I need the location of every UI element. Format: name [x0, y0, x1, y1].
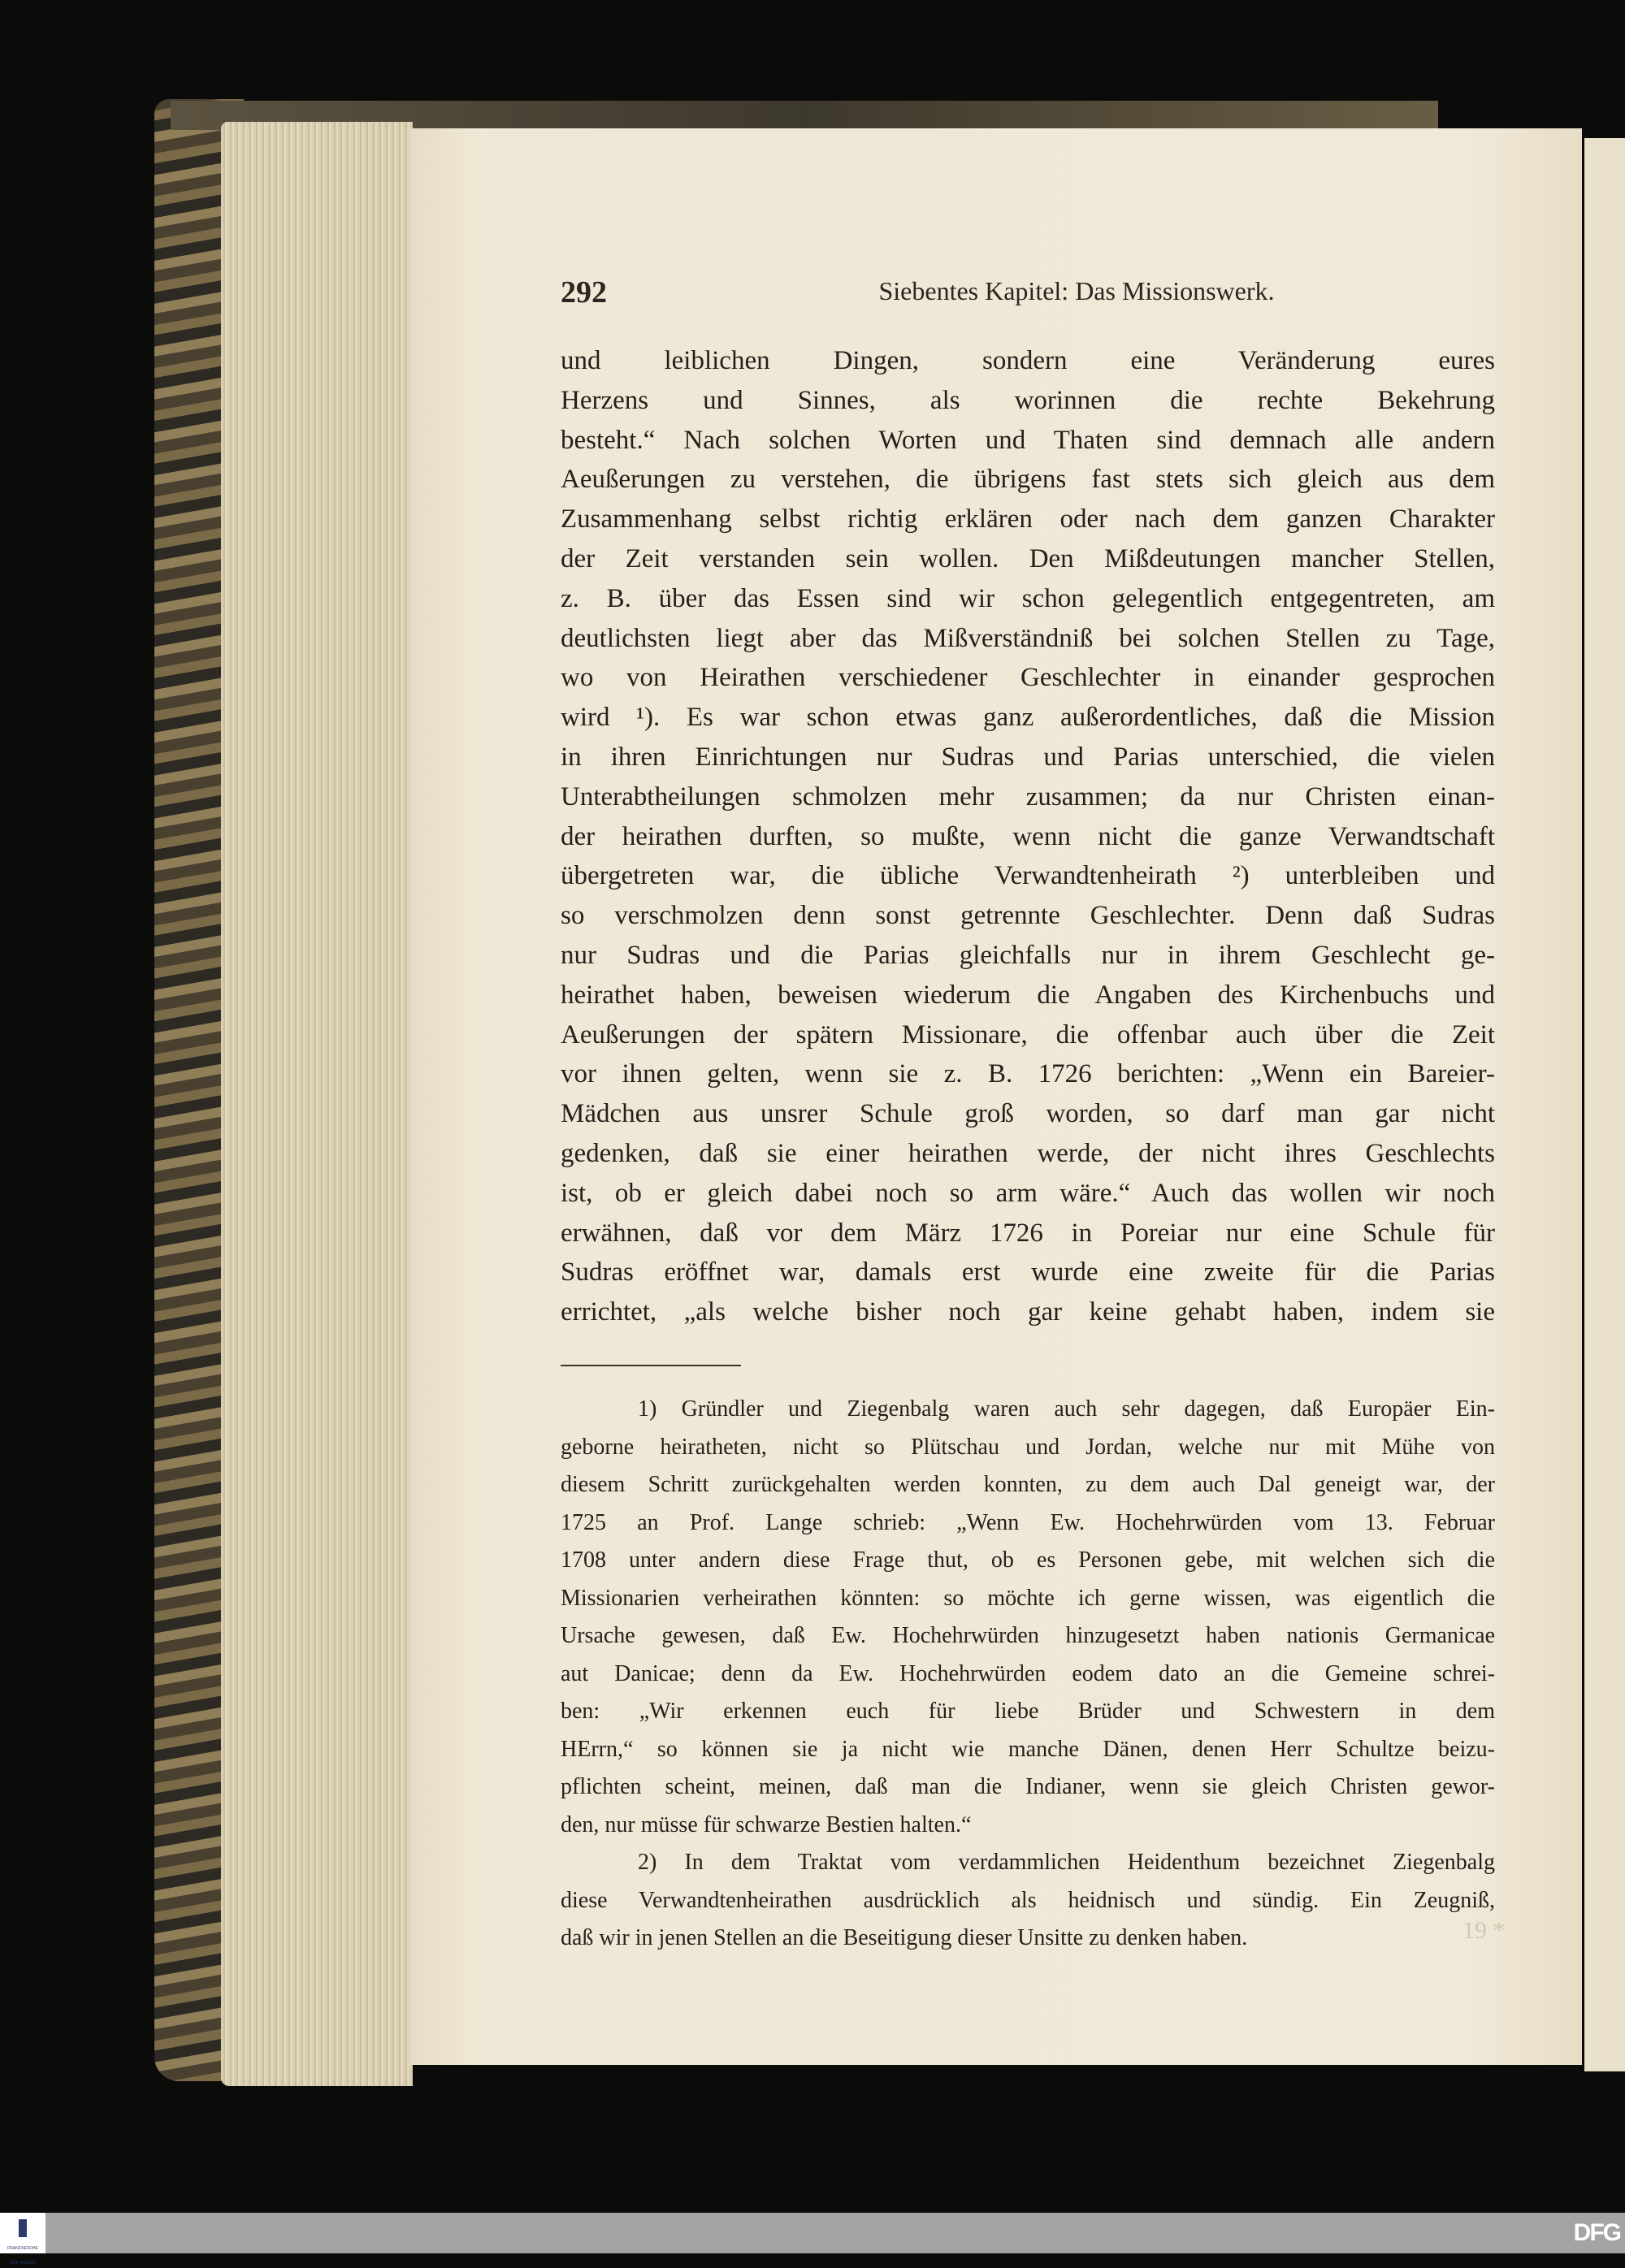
body-line: errichtet, „als welche bisher noch gar keine gehabt haben, indem sie: [561, 1297, 1495, 1327]
body-line: der heirathen durften, so mußte, wenn nicht die ganze Verwandtschaft: [561, 821, 1495, 851]
footnote-line: Ursache gewesen, daß Ew. Hochehrwürden hinzugesetzt haben nationis Germanicae: [561, 1623, 1495, 1648]
footnote-line: 1708 unter andern diese Frage thut, ob es Personen gebe, mit welchen sich die: [561, 1547, 1495, 1573]
signature-mark: 19 *: [1462, 1917, 1506, 1944]
body-line: z. B. über das Essen sind wir schon gelegentlich entgegentreten, am: [561, 583, 1495, 613]
footnote-line: pflichten scheint, meinen, daß man die Indianer, wenn sie gleich Christen gewor-: [561, 1774, 1495, 1799]
footnote-line: diesem Schritt zurückgehalten werden konnten, zu dem auch Dal geneigt war, der: [561, 1472, 1495, 1497]
body-line: Mädchen aus unsrer Schule groß worden, so darf man gar nicht: [561, 1099, 1495, 1129]
body-line: erwähnen, daß vor dem März 1726 in Poreiar nur eine Schule für: [561, 1218, 1495, 1248]
body-line: besteht.“ Nach solchen Worten und Thaten sind demnach alle andern: [561, 425, 1495, 455]
body-text: [561, 341, 1495, 1332]
body-line: vor ihnen gelten, wenn sie z. B. 1726 berichten: „Wenn ein Bareier-: [561, 1059, 1495, 1089]
franckesche-stiftungen-logo[interactable]: [0, 2213, 46, 2266]
tower-icon: [19, 2219, 27, 2237]
body-line: und leiblichen Dingen, sondern eine Veränderung eures: [561, 346, 1495, 375]
footnote-line: geborne heiratheten, nicht so Plütschau und Jordan, welche nur mit Mühe von: [561, 1434, 1495, 1460]
footnote-line: 2) In dem Traktat vom verdammlichen Heidenthum bezeichnet Ziegenbalg: [638, 1850, 1495, 1875]
body-line: Herzens und Sinnes, als worinnen die rechte Bekehrung: [561, 385, 1495, 415]
logo-text: FRANCKESCHE STIFTUNGEN: [7, 2246, 38, 2266]
body-line: Zusammenhang selbst richtig erklären oder nach dem ganzen Charakter: [561, 504, 1495, 535]
footnote-line: den, nur müsse für schwarze Bestien halten.“: [561, 1811, 972, 1837]
footnote-line: 1725 an Prof. Lange schrieb: „Wenn Ew. Hochehrwürden vom 13. Februar: [561, 1509, 1495, 1535]
footnote-line: ben: „Wir erkennen euch für liebe Brüder und Schwestern in dem: [561, 1699, 1495, 1724]
dfg-logo[interactable]: DFG: [1573, 2219, 1620, 2246]
page-number: 292: [561, 275, 607, 309]
page-header: [561, 275, 1495, 315]
body-line: gedenken, daß sie einer heirathen werde, der nicht ihres Geschlechts: [561, 1138, 1495, 1168]
footnote-line: daß wir in jenen Stellen an die Beseitigung dieser Unsitte zu denken haben.: [561, 1925, 1248, 1950]
footnote-line: Missionarien verheirathen könnten: so möchte ich gerne wissen, was eigentlich die: [561, 1585, 1495, 1611]
body-line: wo von Heirathen verschiedener Geschlechter in einander gesprochen: [561, 663, 1495, 693]
body-line: ist, ob er gleich dabei noch so arm wäre.“ Auch das wollen wir noch: [561, 1178, 1495, 1208]
footnote-line: 1) Gründler und Ziegenbalg waren auch sehr dagegen, daß Europäer Ein-: [638, 1396, 1495, 1422]
body-line: deutlichsten liegt aber das Mißverständniß bei solchen Stellen zu Tage,: [561, 623, 1495, 653]
footnote-rule: [561, 1365, 741, 1366]
footnote-line: aut Danicae; denn da Ew. Hochehrwürden eodem dato an die Gemeine schrei-: [561, 1660, 1495, 1686]
body-line: nur Sudras und die Parias gleichfalls nur in ihrem Geschlecht ge-: [561, 940, 1495, 970]
body-line: so verschmolzen denn sonst getrennte Geschlechter. Denn daß Sudras: [561, 901, 1495, 931]
body-line: Aeußerungen der spätern Missionare, die offenbar auch über die Zeit: [561, 1019, 1495, 1050]
footnotes: [561, 1391, 1495, 1958]
body-line: in ihren Einrichtungen nur Sudras und Parias unterschied, die vielen: [561, 742, 1495, 772]
body-line: heirathet haben, beweisen wiederum die Angaben des Kirchenbuchs und: [561, 980, 1495, 1010]
footnote-line: HErrn,“ so können sie ja nicht wie manche Dänen, denen Herr Schultze beizu-: [561, 1736, 1495, 1762]
running-title: Siebentes Kapitel: Das Missionswerk.: [878, 276, 1275, 305]
body-line: Unterabtheilungen schmolzen mehr zusammen; da nur Christen einan-: [561, 781, 1495, 812]
facing-page: [1584, 138, 1625, 2071]
footnote-line: diese Verwandtenheirathen ausdrücklich als heidnisch und sündig. Ein Zeugniß,: [561, 1887, 1495, 1913]
body-line: Aeußerungen zu verstehen, die übrigens fast stets sich gleich aus dem: [561, 465, 1495, 495]
body-line: wird ¹). Es war schon etwas ganz außerordentliches, daß die Mission: [561, 703, 1495, 733]
viewer-footer-bar: [0, 2213, 1625, 2253]
page-edges: [221, 122, 413, 2086]
body-line: übergetreten war, die übliche Verwandtenheirath ²) unterbleiben und: [561, 861, 1495, 891]
body-line: Sudras eröffnet war, damals erst wurde eine zweite für die Parias: [561, 1257, 1495, 1288]
body-line: der Zeit verstanden sein wollen. Den Mißdeutungen mancher Stellen,: [561, 543, 1495, 573]
